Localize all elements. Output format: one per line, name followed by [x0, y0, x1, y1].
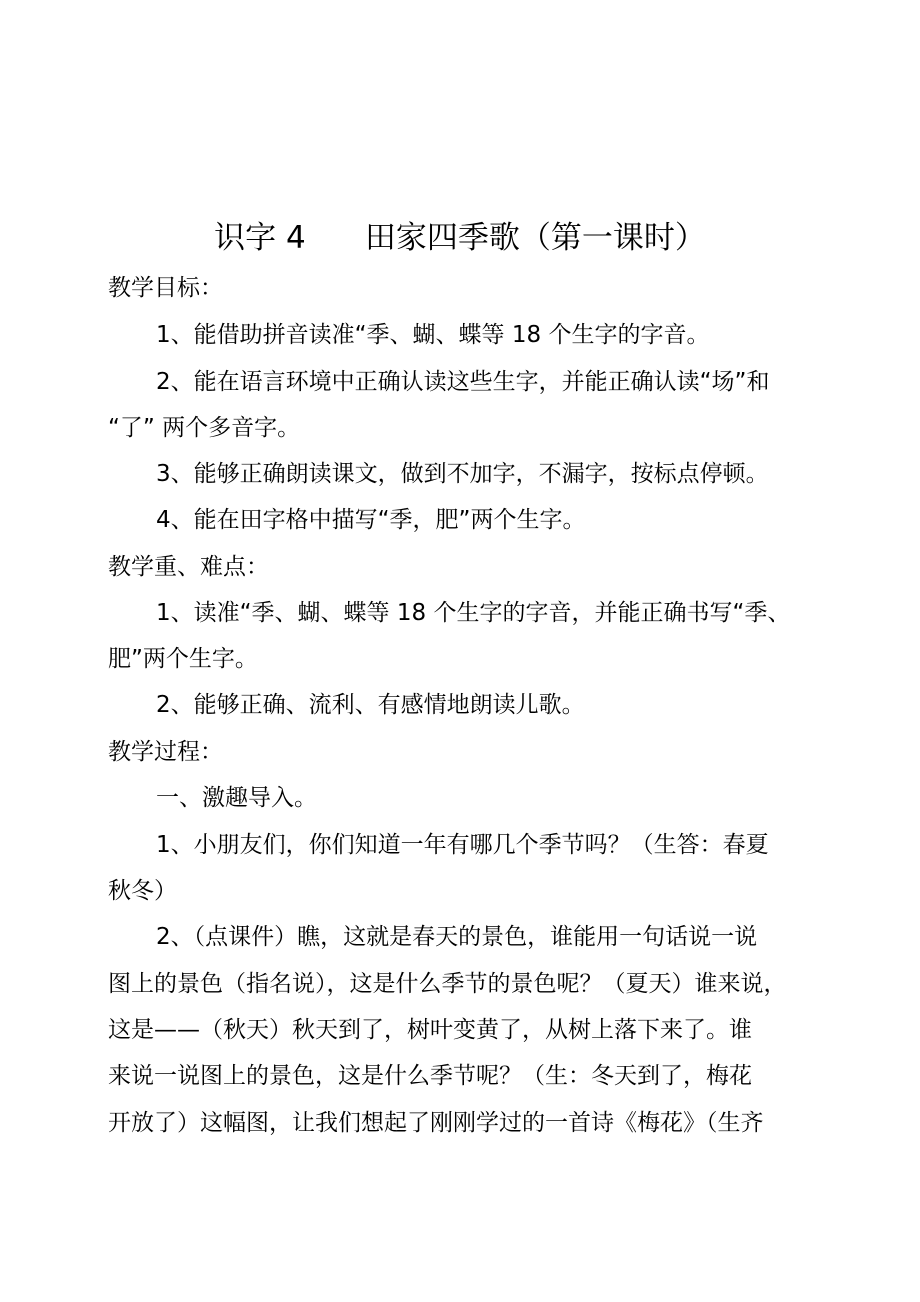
- objective-item-4: 4、能在田字格中描写“季，肥”两个生字。: [156, 507, 586, 533]
- key-point-item-1-line-1: 1、读准“季、蝴、蝶等 18 个生字的字音，并能正确书写“季、: [156, 600, 791, 626]
- objective-item-1: 1、能借助拼音读准“季、蝴、蝶等 18 个生字的字音。: [156, 322, 710, 348]
- process-step-1-line-2: 秋冬）: [108, 878, 177, 904]
- process-step-2-line-4: 来说一说图上的景色，这是什么季节呢？（生：冬天到了，梅花: [108, 1063, 752, 1089]
- objective-item-2-line-1: 2、能在语言环境中正确认读这些生字，并能正确认读“场”和: [156, 369, 770, 395]
- objectives-heading: 教学目标：: [108, 275, 223, 301]
- process-step-1-line-1: 1、小朋友们，你们知道一年有哪几个季节吗？（生答：春夏: [156, 832, 769, 858]
- process-step-2-line-1: 2、（点课件）瞧，这就是春天的景色，谁能用一句话说一说: [156, 924, 758, 950]
- key-point-item-1-line-2: 肥”两个生字。: [108, 646, 258, 672]
- key-point-item-2: 2、能够正确、流利、有感情地朗读儿歌。: [156, 692, 585, 718]
- objective-item-2-line-2: “了” 两个多音字。: [108, 415, 301, 441]
- objective-item-3: 3、能够正确朗读课文，做到不加字，不漏字，按标点停顿。: [156, 461, 769, 487]
- process-step-2-line-2: 图上的景色（指名说），这是什么季节的景色呢？（夏天）谁来说，: [108, 971, 787, 997]
- process-step-2-line-5: 开放了）这幅图，让我们想起了刚刚学过的一首诗《梅花》（生齐: [108, 1110, 764, 1136]
- document-title: 识字 4 田家四季歌（第一课时）: [214, 220, 706, 256]
- process-section-1: 一、激趣导入。: [156, 785, 317, 811]
- process-step-2-line-3: 这是——（秋天）秋天到了，树叶变黄了，从树上落下来了。谁: [108, 1017, 752, 1043]
- process-heading: 教学过程：: [108, 739, 223, 765]
- key-points-heading: 教学重、难点：: [108, 554, 269, 580]
